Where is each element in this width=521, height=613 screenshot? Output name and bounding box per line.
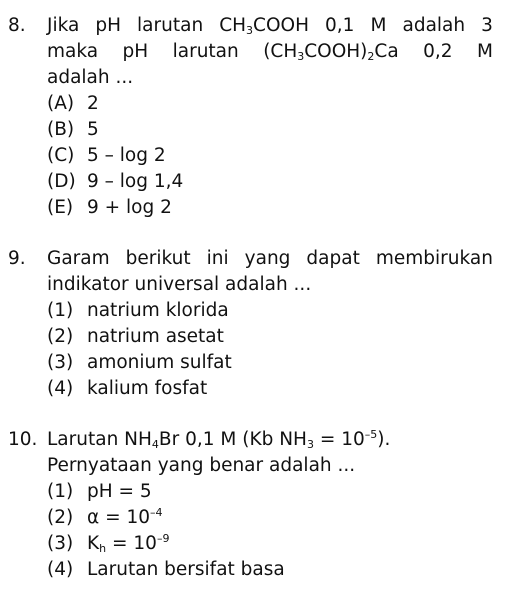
- option-text: 5: [87, 119, 99, 140]
- stem-word: larutan: [172, 41, 239, 62]
- option-label: (B): [47, 119, 75, 140]
- stem-word: berikut: [125, 248, 191, 269]
- option-label: (E): [47, 197, 74, 218]
- option-text: 5 – log 2: [87, 145, 166, 166]
- stem-word: M: [476, 41, 493, 62]
- option-text: natrium klorida: [87, 300, 229, 321]
- stem-word: adalah: [402, 15, 466, 36]
- option-2[interactable]: [47, 324, 493, 350]
- option-text: Larutan bersifat basa: [87, 559, 285, 580]
- stem-word: pH: [122, 41, 149, 62]
- question-body: [47, 246, 493, 402]
- question-number: 8.: [8, 15, 26, 36]
- option-label: (3): [47, 533, 74, 554]
- option-label: (4): [47, 378, 74, 399]
- option-label: (C): [47, 145, 75, 166]
- option-label: (A): [47, 93, 75, 114]
- option-label: (4): [47, 559, 74, 580]
- question-stem-line-3: adalah ...: [47, 67, 134, 88]
- option-text-formula: $K_h = 10^{-9}$: [87, 532, 170, 555]
- question-stem-line-1: [47, 13, 493, 39]
- option-text: 2: [87, 93, 99, 114]
- stem-word: dapat: [306, 248, 360, 269]
- question-number: 10.: [8, 429, 38, 450]
- stem-word-formula: $(CH_3COOH)_2Ca$: [263, 41, 399, 63]
- stem-word: ini: [206, 248, 229, 269]
- option-label: (3): [47, 352, 74, 373]
- option-a[interactable]: [47, 91, 493, 117]
- stem-word: Jika: [47, 15, 80, 36]
- option-label: (1): [47, 481, 74, 502]
- question-stem-line-2: Pernyataan yang benar adalah ...: [47, 455, 356, 476]
- stem-word: 3: [481, 15, 493, 36]
- stem-word: 0,1: [325, 15, 355, 36]
- question-body: [47, 13, 493, 221]
- option-text: amonium sulfat: [87, 352, 232, 373]
- question-number: 9.: [8, 248, 26, 269]
- option-2[interactable]: [47, 505, 493, 531]
- option-label: (D): [47, 171, 76, 192]
- option-3[interactable]: [47, 531, 493, 557]
- question-body: [47, 427, 493, 583]
- option-label: (2): [47, 326, 74, 347]
- question-stem-line-1: [47, 246, 493, 272]
- stem-word: M: [370, 15, 387, 36]
- question-stem-line-2: indikator universal adalah ...: [47, 274, 312, 295]
- option-text: natrium asetat: [87, 326, 224, 347]
- option-d[interactable]: [47, 169, 493, 195]
- stem-word: yang: [244, 248, 291, 269]
- option-label: (1): [47, 300, 74, 321]
- option-label: (2): [47, 507, 74, 528]
- question-stem-line-1: Larutan $NH_4Br$ 0,1 M (Kb $NH_3 = 10^{-5}$).: [47, 428, 391, 451]
- option-1[interactable]: [47, 479, 493, 505]
- option-c[interactable]: [47, 143, 493, 169]
- stem-word: pH: [95, 15, 122, 36]
- option-text: kalium fosfat: [87, 378, 208, 399]
- option-text-formula: $\alpha = 10^{-4}$: [87, 506, 163, 528]
- option-e[interactable]: [47, 195, 493, 221]
- option-text: 9 – log 1,4: [87, 171, 184, 192]
- stem-word: maka: [47, 41, 99, 62]
- stem-word: 0,2: [423, 41, 453, 62]
- option-text: 9 + log 2: [87, 197, 172, 218]
- stem-word: Garam: [47, 248, 110, 269]
- option-text: pH = 5: [87, 481, 152, 502]
- option-4[interactable]: [47, 376, 493, 402]
- option-b[interactable]: [47, 117, 493, 143]
- stem-word: larutan: [137, 15, 204, 36]
- stem-word-formula: $CH_3COOH$: [219, 15, 309, 37]
- option-1[interactable]: [47, 298, 493, 324]
- question-stem-line-2: [47, 39, 493, 65]
- option-4[interactable]: [47, 557, 493, 583]
- stem-word: membirukan: [375, 248, 493, 269]
- option-3[interactable]: [47, 350, 493, 376]
